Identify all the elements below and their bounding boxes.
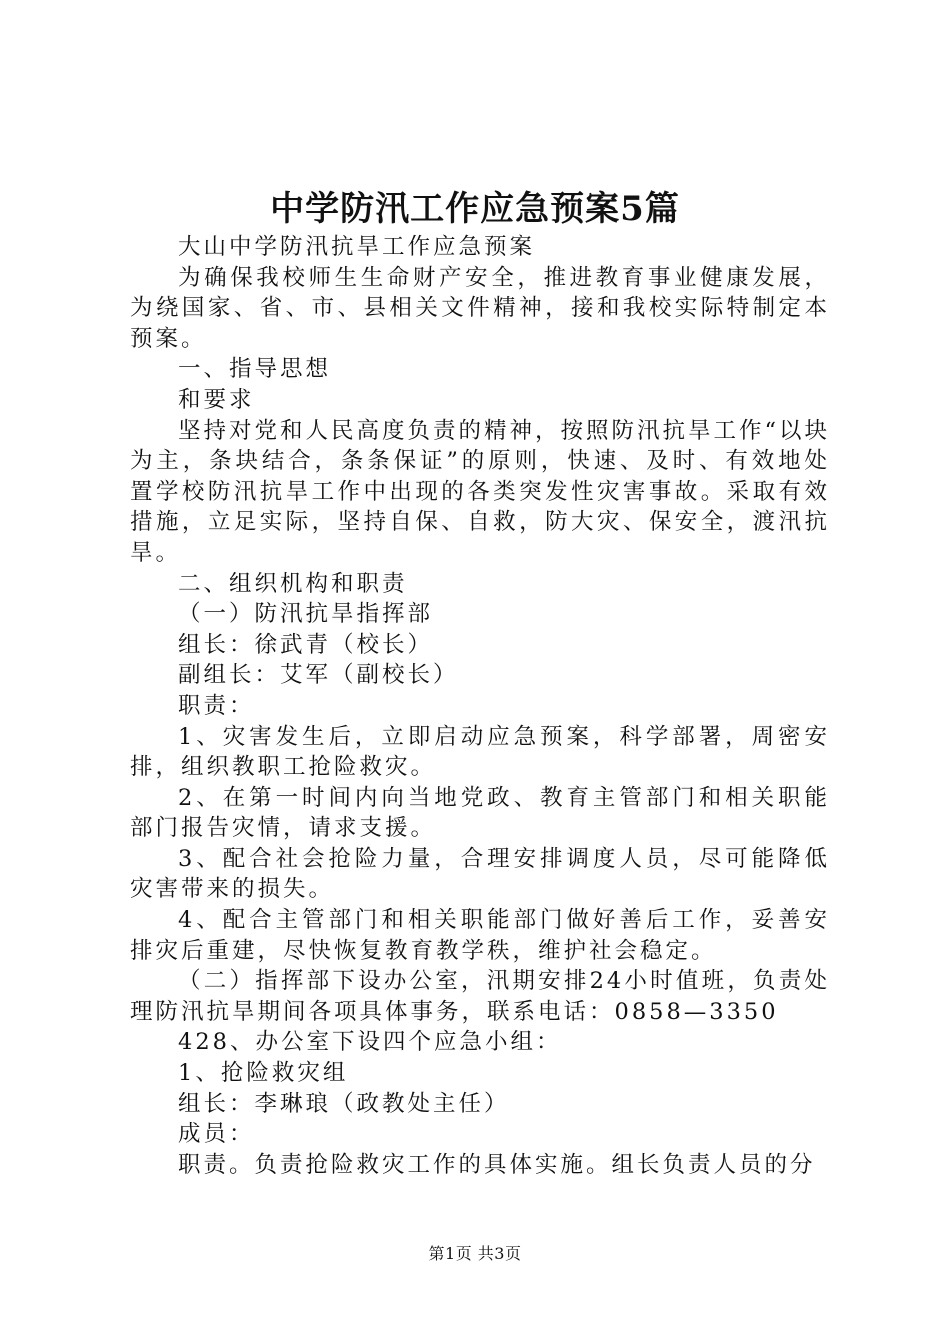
paragraph-duty-3: 3、配合社会抢险力量，合理安排调度人员，尽可能降低灾害带来的损失。 bbox=[130, 845, 830, 903]
paragraph-groups: 428、办公室下设四个应急小组： bbox=[178, 1029, 562, 1056]
paragraph-principles: 坚持对党和人民高度负责的精神，按照防汛抗旱工作“以块为主，条块结合，条条保证”的原则，快速、及时、有效地处置学校防汛抗旱工作中出现的各类突发性灾害事故。采取有效措施，立足实际，坚持自保、自救，防大灾、保安全，渡汛抗旱。 bbox=[130, 417, 831, 566]
document-title: 中学防汛工作应急预案5篇 bbox=[270, 189, 680, 229]
heading-duties: 职责： bbox=[178, 692, 255, 719]
paragraph-duty-2: 2、在第一时间内向当地党政、教育主管部门和相关职能部门报告灾情，请求支援。 bbox=[130, 784, 830, 842]
paragraph-office: （二）指挥部下设办公室，汛期安排24小时值班，负责处理防汛抗旱期间各项具体事务，联系电话：0858—3350 bbox=[130, 968, 830, 1025]
heading-command-center: （一）防汛抗旱指挥部 bbox=[178, 601, 434, 628]
paragraph-rescue-leader: 组长：李琳琅（政教处主任） bbox=[178, 1090, 510, 1117]
heading-requirements: 和要求 bbox=[178, 386, 255, 413]
paragraph-intro: 为确保我校师生生命财产安全，推进教育事业健康发展，为绕国家、省、市、县相关文件精神，接和我校实际特制定本预案。 bbox=[130, 264, 830, 352]
heading-organization: 二、组织机构和职责 bbox=[178, 570, 408, 597]
paragraph-duty-1: 1、灾害发生后，立即启动应急预案，科学部署，周密安排，组织教职工抢险救灾。 bbox=[130, 723, 830, 781]
paragraph-rescue-duties: 职责。负责抢险救灾工作的具体实施。组长负责人员的分 bbox=[178, 1151, 816, 1178]
paragraph-plan-name: 大山中学防汛抗旱工作应急预案 bbox=[178, 234, 536, 260]
paragraph-team-leader: 组长：徐武青（校长） bbox=[178, 631, 434, 658]
page-footer: 第1页 共3页 bbox=[428, 1244, 522, 1263]
heading-rescue-group: 1、抢险救灾组 bbox=[178, 1060, 349, 1087]
paragraph-deputy-leader: 副组长：艾军（副校长） bbox=[178, 662, 459, 689]
paragraph-duty-4: 4、配合主管部门和相关职能部门做好善后工作，妥善安排灾后重建，尽快恢复教育教学秩，维护社会稳定。 bbox=[130, 907, 830, 964]
document-body bbox=[130, 232, 830, 1180]
paragraph-members: 成员： bbox=[178, 1121, 255, 1148]
heading-guiding-thought: 一、指导思想 bbox=[178, 356, 332, 383]
